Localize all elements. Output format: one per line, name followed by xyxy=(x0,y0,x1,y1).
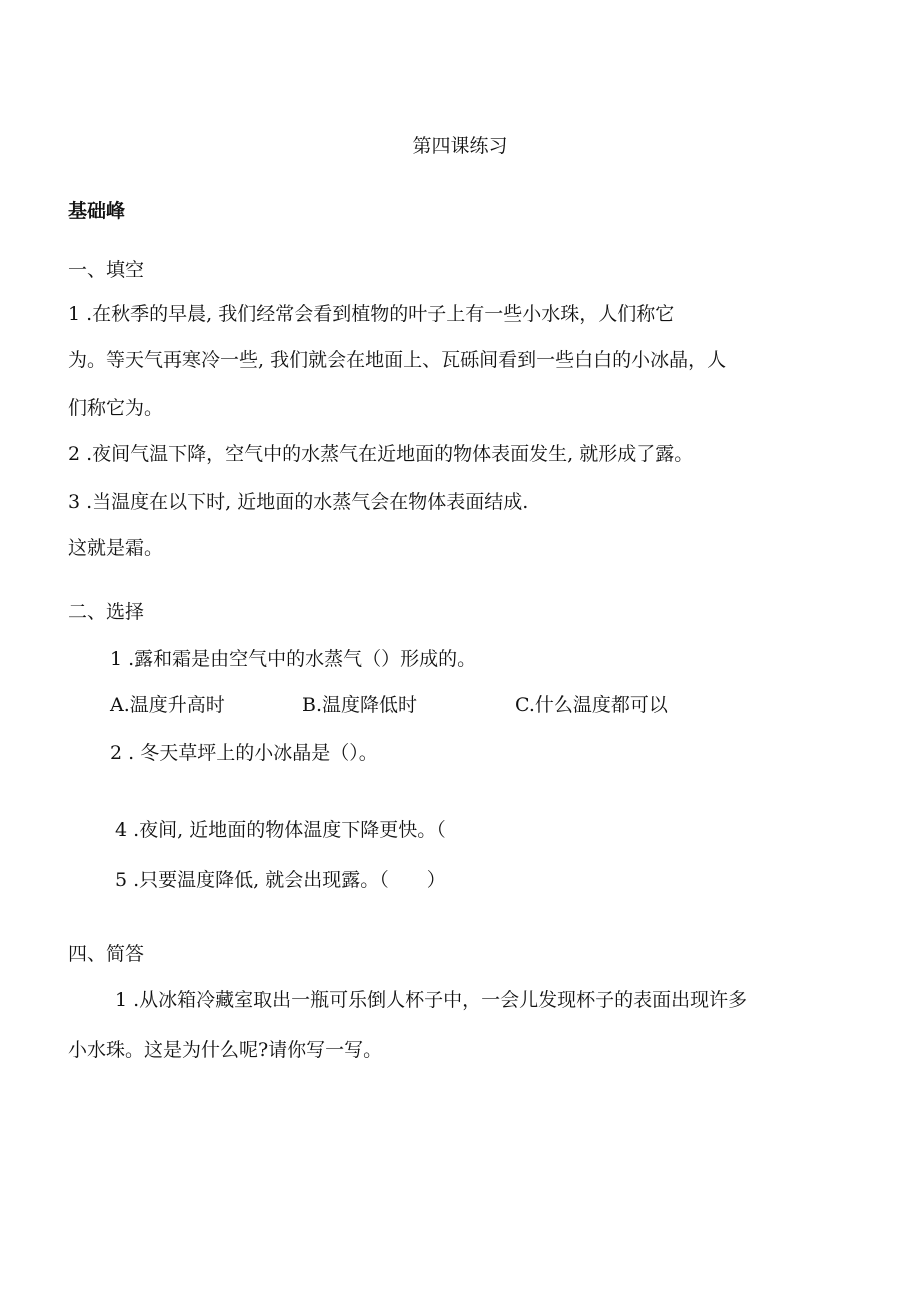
fill-blank-q3-line2: 这就是霜。 xyxy=(68,537,164,559)
choice-q1-option-a: A.温度升高时 xyxy=(110,694,225,716)
choice-heading: 二、选择 xyxy=(68,601,145,623)
fill-blank-q2: 2 .夜间气温下降，空气中的水蒸气在近地面的物体表面发生, 就形成了露。 xyxy=(68,443,694,465)
fill-blank-q1-line3: 们称它为。 xyxy=(68,397,164,419)
short-answer-q1-line2: 小水珠。这是为什么呢?请你写一写。 xyxy=(68,1039,383,1061)
choice-q1: 1 .露和霜是由空气中的水蒸气（）形成的。 xyxy=(110,648,477,670)
section-basic-heading: 基础峰 xyxy=(68,200,126,222)
choice-q1-option-b: B.温度降低时 xyxy=(302,694,418,716)
fill-blank-heading: 一、填空 xyxy=(68,259,145,281)
fill-blank-q3-line1: 3 .当温度在以下时, 近地面的水蒸气会在物体表面结成. xyxy=(68,491,529,513)
fill-blank-q1-line1: 1 .在秋季的早晨, 我们经常会看到植物的叶子上有一些小水珠，人们称它 xyxy=(68,303,675,325)
short-answer-q1-line1: 1 .从冰箱冷藏室取出一瓶可乐倒人杯子中，一会儿发现杯子的表面出现许多 xyxy=(115,989,748,1011)
judge-q5: 5 .只要温度降低, 就会出现露。（ ） xyxy=(115,869,446,891)
choice-q1-option-c: C.什么温度都可以 xyxy=(515,694,668,716)
page-title: 第四课练习 xyxy=(412,135,508,157)
short-answer-heading: 四、简答 xyxy=(68,943,145,965)
judge-q4: 4 .夜间, 近地面的物体温度下降更快。（ xyxy=(115,819,446,841)
fill-blank-q1-line2: 为。等天气再寒冷一些, 我们就会在地面上、瓦砾间看到一些白白的小冰晶，人 xyxy=(68,349,727,371)
choice-q2: 2 . 冬天草坪上的小冰晶是（）。 xyxy=(110,742,378,764)
